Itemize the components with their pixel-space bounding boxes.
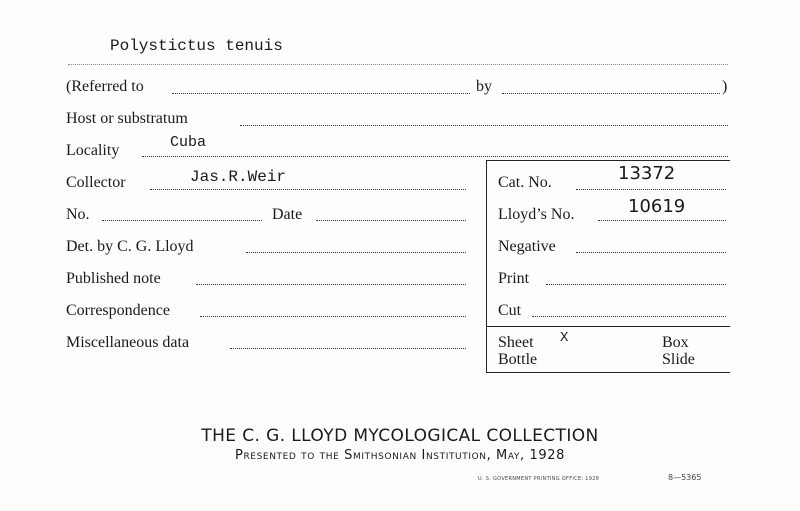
cut-label: Cut <box>498 302 522 319</box>
cat-no-value: 13372 <box>618 163 676 184</box>
print-line <box>546 284 726 285</box>
no-label: No. <box>66 206 90 223</box>
referred-to-label: (Referred to <box>66 78 144 95</box>
sheet-check-mark: X <box>560 330 569 346</box>
lloyds-no-label: Lloyd’s No. <box>498 206 575 223</box>
correspondence-label: Correspondence <box>66 302 170 319</box>
lloyds-no-line <box>598 220 726 221</box>
cat-no-label: Cat. No. <box>498 174 552 191</box>
misc-label: Miscellaneous data <box>66 334 190 351</box>
negative-line <box>576 252 726 253</box>
referred-to-line <box>172 93 470 94</box>
cat-no-line <box>576 189 726 190</box>
det-by-label: Det. by C. G. Lloyd <box>66 238 194 255</box>
by-label: by <box>476 78 492 95</box>
collection-title: THE C. G. LLOYD MYCOLOGICAL COLLECTION <box>201 426 599 446</box>
no-line <box>102 220 262 221</box>
sheet-label: Sheet <box>498 334 534 351</box>
locality-label: Locality <box>66 142 120 159</box>
printing-office-note: U. S. GOVERNMENT PRINTING OFFICE: 1928 <box>478 476 600 482</box>
date-label: Date <box>272 206 303 223</box>
by-line <box>502 93 720 94</box>
host-label: Host or substratum <box>66 110 188 127</box>
right-box-left <box>486 160 487 372</box>
slide-label: Slide <box>662 351 695 368</box>
locality-value: Cuba <box>170 134 207 151</box>
collector-line <box>150 189 466 190</box>
collection-subtitle: Presented to the Smithsonian Institution, May, 1928 <box>235 448 565 463</box>
right-box-bottom <box>486 372 730 373</box>
misc-line <box>230 348 466 349</box>
published-note-line <box>196 284 466 285</box>
right-box-top <box>486 160 730 161</box>
det-by-line <box>246 252 466 253</box>
negative-label: Negative <box>498 238 556 255</box>
lloyds-no-value: 10619 <box>628 196 686 217</box>
locality-line <box>142 156 728 157</box>
cut-line <box>532 316 726 317</box>
published-note-label: Published note <box>66 270 161 287</box>
print-label: Print <box>498 270 530 287</box>
correspondence-line <box>200 316 466 317</box>
box-label: Box <box>662 334 689 351</box>
species-name: Polystictus tenuis <box>110 37 283 55</box>
date-line <box>316 220 466 221</box>
collector-value: Jas.R.Weir <box>190 168 287 186</box>
collector-label: Collector <box>66 174 126 191</box>
close-paren: ) <box>722 78 728 95</box>
species-line <box>68 64 728 65</box>
host-line <box>240 125 728 126</box>
form-number: 8—5365 <box>668 473 702 482</box>
bottle-label: Bottle <box>498 351 538 368</box>
right-box-divider <box>486 326 730 327</box>
